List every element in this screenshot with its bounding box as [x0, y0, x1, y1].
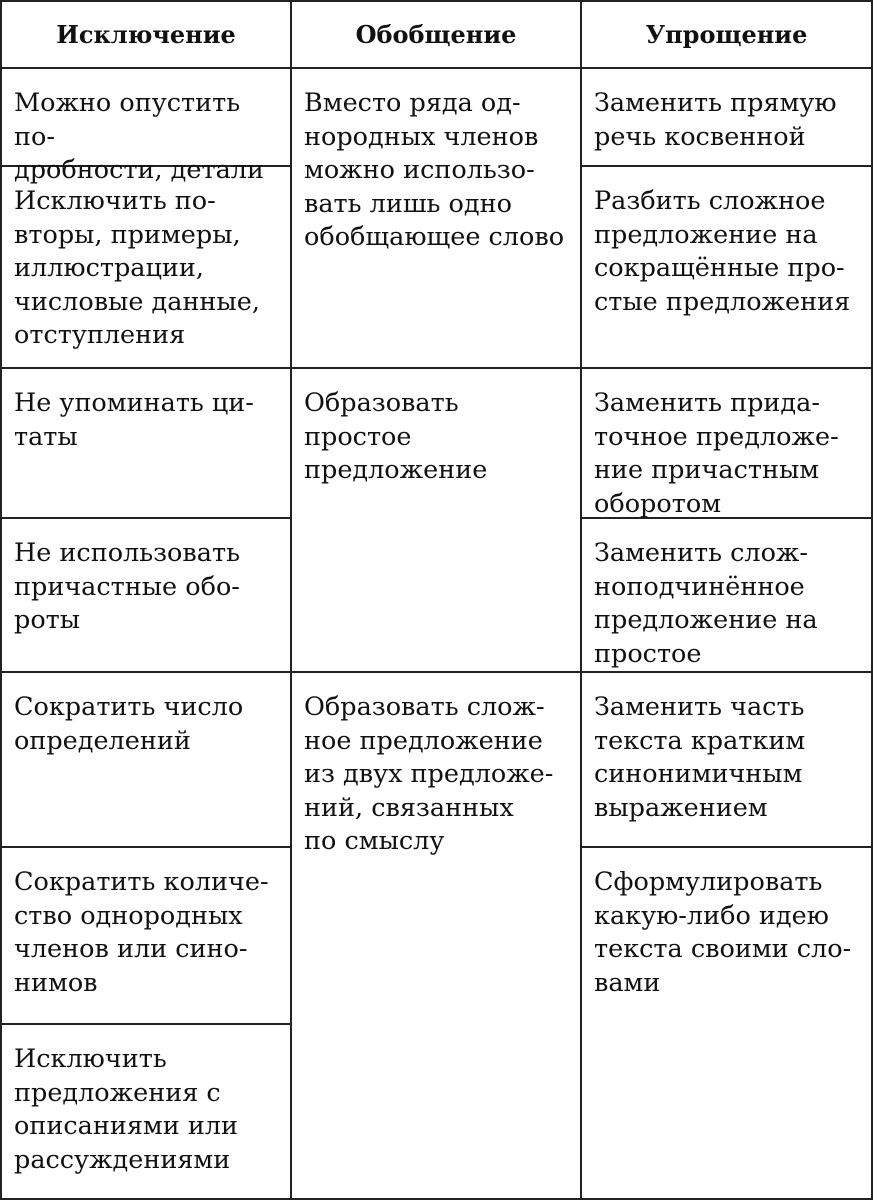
exclusion-cell: Сократить число определений [14, 692, 244, 756]
column-header-simplification: Упрощение [645, 19, 808, 49]
column-header-generalization: Обобщение [355, 19, 517, 49]
exclusion-cell: Исключить по- вторы, примеры, иллюстрации, числовые данные, отступления [14, 186, 260, 350]
exclusion-cell: Не использовать причастные обо- роты [14, 538, 240, 635]
simplification-cell: Заменить часть текста кратким синонимичным выражением [594, 692, 806, 823]
exclusion-cell: Исключить предложения с описаниями или рассуждениями [14, 1044, 239, 1175]
generalization-cell: Образовать слож- ное предложение из двух предложе- ний, связанных по смыслу [304, 692, 554, 856]
generalization-cell: Образовать простое предложение [304, 388, 488, 485]
generalization-cell: Вместо ряда од- нородных членов можно использо- вать лишь одно обобщающее слово [304, 88, 565, 252]
column-header-exclusion: Исключение [56, 19, 236, 49]
simplification-cell: Заменить прямую речь косвенной [594, 88, 837, 152]
exclusion-cell: Не упоминать ци- таты [14, 388, 254, 452]
exclusion-cell: Сократить количе- ство однородных членов или сино- нимов [14, 867, 269, 998]
exclusion-cell: Можно опустить по- дробности, детали [14, 88, 264, 185]
simplification-cell: Сформулировать какую-либо идею текста своими сло- вами [594, 867, 852, 998]
simplification-cell: Заменить слож- ноподчинённое предложение на простое [594, 538, 818, 669]
simplification-cell: Разбить сложное предложение на сокращённые про- стые предложения [594, 186, 851, 317]
simplification-cell: Заменить прида- точное предложе- ние причастным оборотом [594, 388, 839, 519]
